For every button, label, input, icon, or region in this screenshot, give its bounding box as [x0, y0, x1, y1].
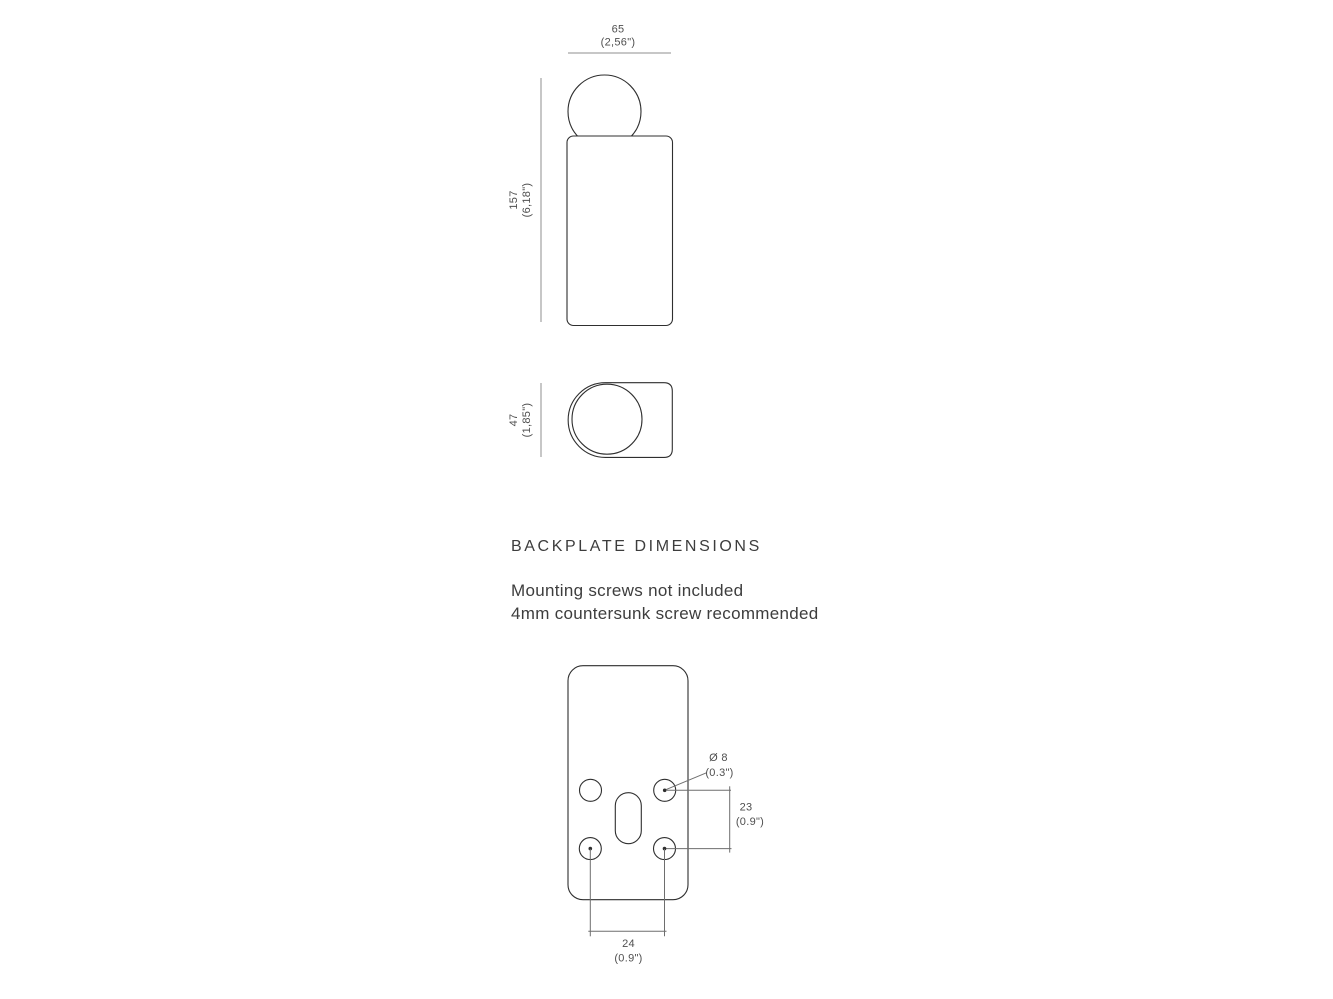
hole-diameter-mm-label: Ø 8: [709, 752, 728, 764]
top-depth-mm-label: 47: [508, 413, 520, 427]
top-depth-inch-label: (1,85"): [521, 402, 533, 438]
front-height-mm-label: 157: [508, 190, 520, 210]
hole-diameter-inch-label: (0.3"): [705, 767, 734, 779]
top-view: [508, 383, 672, 458]
backplate-view: [568, 666, 764, 965]
vertical-pitch-mm-label: 23: [739, 801, 753, 814]
hole-center-dot-top-right: [663, 789, 667, 793]
mounting-note-line-1: Mounting screws not included: [511, 581, 744, 600]
front-height-inch-label: (6,18"): [521, 182, 533, 218]
front-width-mm-label: 65: [611, 23, 625, 36]
horizontal-pitch-mm-label: 24: [622, 938, 635, 950]
backplate-section-heading: BACKPLATE DIMENSIONS: [511, 538, 762, 555]
front-width-inch-label: (2,56"): [600, 36, 636, 49]
mounting-note-line-2: 4mm countersunk screw recommended: [511, 603, 819, 623]
lamp-body-outline: [567, 136, 673, 326]
backplate-outline: [568, 666, 688, 900]
front-view: [508, 24, 673, 326]
mounting-notes: [511, 580, 819, 625]
body-footprint-outline: [568, 383, 672, 458]
horizontal-pitch-inch-label: (0.9"): [614, 952, 643, 965]
vertical-pitch-inch-label: (0.9"): [735, 816, 765, 828]
